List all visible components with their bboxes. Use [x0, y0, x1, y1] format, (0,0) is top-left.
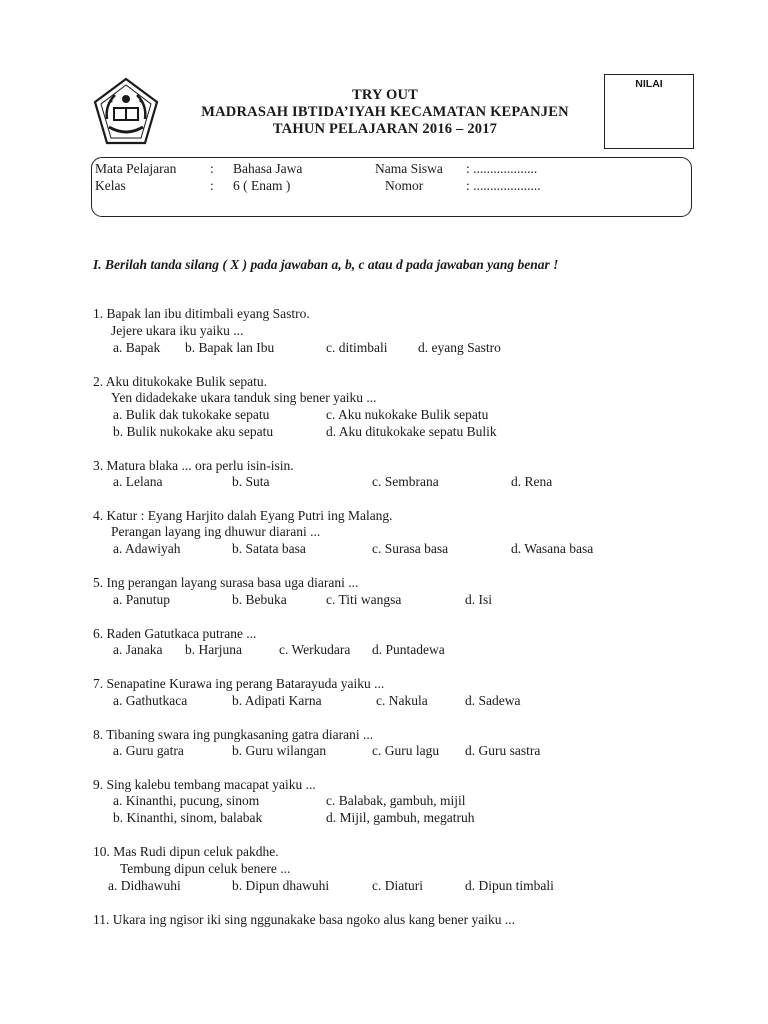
question-7-stem: 7. Senapatine Kurawa ing perang Batarayuda yaiku ...: [93, 676, 385, 691]
q8-option-c[interactable]: c. Guru lagu: [372, 743, 440, 758]
q6-option-a[interactable]: a. Janaka: [113, 642, 163, 657]
question-11-stem: 11. Ukara ing ngisor iki sing nggunakake basa ngoko alus kang bener yaiku ...: [93, 912, 516, 927]
question-9-stem: 9. Sing kalebu tembang macapat yaiku ...: [93, 777, 316, 792]
score-box[interactable]: [604, 74, 694, 149]
q8-option-d[interactable]: d. Guru sastra: [465, 743, 541, 758]
q7-option-a[interactable]: a. Gathutkaca: [113, 693, 188, 708]
q7-option-c[interactable]: c. Nakula: [376, 693, 428, 708]
q8-option-a[interactable]: a. Guru gatra: [113, 743, 184, 758]
score-label: NILAI: [635, 78, 663, 90]
q6-option-c[interactable]: c. Werkudara: [279, 642, 351, 657]
q9-option-d[interactable]: d. Mijil, gambuh, megatruh: [326, 810, 475, 825]
q2-option-b[interactable]: b. Bulik nukokake aku sepatu: [113, 424, 274, 439]
question-1-stem: 1. Bapak lan ibu ditimbali eyang Sastro.: [93, 306, 310, 321]
q7-option-d[interactable]: d. Sadewa: [465, 693, 521, 708]
q3-option-a[interactable]: a. Lelana: [113, 474, 163, 489]
student-number-label: Nomor: [385, 178, 424, 193]
q1-option-c[interactable]: c. ditimbali: [326, 340, 388, 355]
q2-option-c[interactable]: c. Aku nukokake Bulik sepatu: [326, 407, 489, 422]
subject-label: Mata Pelajaran: [95, 161, 177, 176]
subject-colon: :: [210, 161, 214, 176]
question-10-sub: Tembung dipun celuk benere ...: [120, 861, 291, 876]
q6-option-b[interactable]: b. Harjuna: [185, 642, 242, 657]
q4-option-c[interactable]: c. Surasa basa: [372, 541, 449, 556]
class-value: 6 ( Enam ): [233, 178, 291, 193]
q1-option-b[interactable]: b. Bapak lan Ibu: [185, 340, 275, 355]
q9-option-a[interactable]: a. Kinanthi, pucung, sinom: [113, 793, 260, 808]
question-5-stem: 5. Ing perangan layang surasa basa uga diarani ...: [93, 575, 359, 590]
q5-option-d[interactable]: d. Isi: [465, 592, 492, 607]
q9-option-c[interactable]: c. Balabak, gambuh, mijil: [326, 793, 466, 808]
q5-option-b[interactable]: b. Bebuka: [232, 592, 287, 607]
q6-option-d[interactable]: d. Puntadewa: [372, 642, 445, 657]
question-10-stem: 10. Mas Rudi dipun celuk pakdhe.: [93, 844, 279, 859]
q10-option-b[interactable]: b. Dipun dhawuhi: [232, 878, 330, 893]
q2-option-a[interactable]: a. Bulik dak tukokake sepatu: [113, 407, 270, 422]
q5-option-c[interactable]: c. Titi wangsa: [326, 592, 402, 607]
q3-option-b[interactable]: b. Suta: [232, 474, 270, 489]
q5-option-a[interactable]: a. Panutup: [113, 592, 170, 607]
title-school-year: TAHUN PELAJARAN 2016 – 2017: [272, 121, 498, 137]
q1-option-d[interactable]: d. eyang Sastro: [418, 340, 501, 355]
question-6-stem: 6. Raden Gatutkaca putrane ...: [93, 626, 257, 641]
class-label: Kelas: [95, 178, 126, 193]
q1-option-a[interactable]: a. Bapak: [113, 340, 161, 355]
student-number-field[interactable]: : ....................: [466, 178, 541, 193]
q7-option-b[interactable]: b. Adipati Karna: [232, 693, 322, 708]
question-3-stem: 3. Matura blaka ... ora perlu isin-isin.: [93, 458, 294, 473]
title-school-name: MADRASAH IBTIDA’IYAH KECAMATAN KEPANJEN: [201, 104, 569, 120]
q4-option-b[interactable]: b. Satata basa: [232, 541, 306, 556]
question-8-stem: 8. Tibaning swara ing pungkasaning gatra diarani ...: [93, 727, 374, 742]
q3-option-c[interactable]: c. Sembrana: [372, 474, 439, 489]
student-name-label: Nama Siswa: [375, 161, 443, 176]
question-4-sub: Perangan layang ing dhuwur diarani ...: [111, 524, 321, 539]
subject-value: Bahasa Jawa: [233, 161, 303, 176]
instruction-text: I. Berilah tanda silang ( X ) pada jawaban a, b, c atau d pada jawaban yang benar !: [93, 257, 559, 272]
question-1-sub: Jejere ukara iku yaiku ...: [111, 323, 244, 338]
q8-option-b[interactable]: b. Guru wilangan: [232, 743, 327, 758]
question-2-sub: Yen didadekake ukara tanduk sing bener yaiku ...: [111, 390, 377, 405]
q3-option-d[interactable]: d. Rena: [511, 474, 553, 489]
q9-option-b[interactable]: b. Kinanthi, sinom, balabak: [113, 810, 263, 825]
class-colon: :: [210, 178, 214, 193]
q10-option-c[interactable]: c. Diaturi: [372, 878, 423, 893]
q10-option-a[interactable]: a. Didhawuhi: [108, 878, 181, 893]
question-4-stem: 4. Katur : Eyang Harjito dalah Eyang Putri ing Malang.: [93, 508, 393, 523]
q10-option-d[interactable]: d. Dipun timbali: [465, 878, 554, 893]
q2-option-d[interactable]: d. Aku ditukokake sepatu Bulik: [326, 424, 497, 439]
q4-option-a[interactable]: a. Adawiyah: [113, 541, 181, 556]
question-2-stem: 2. Aku ditukokake Bulik sepatu.: [93, 374, 267, 389]
q4-option-d[interactable]: d. Wasana basa: [511, 541, 594, 556]
title-try-out: TRY OUT: [351, 87, 418, 103]
madrasah-emblem-logo: [93, 77, 159, 147]
student-name-field[interactable]: : ...................: [466, 161, 538, 176]
